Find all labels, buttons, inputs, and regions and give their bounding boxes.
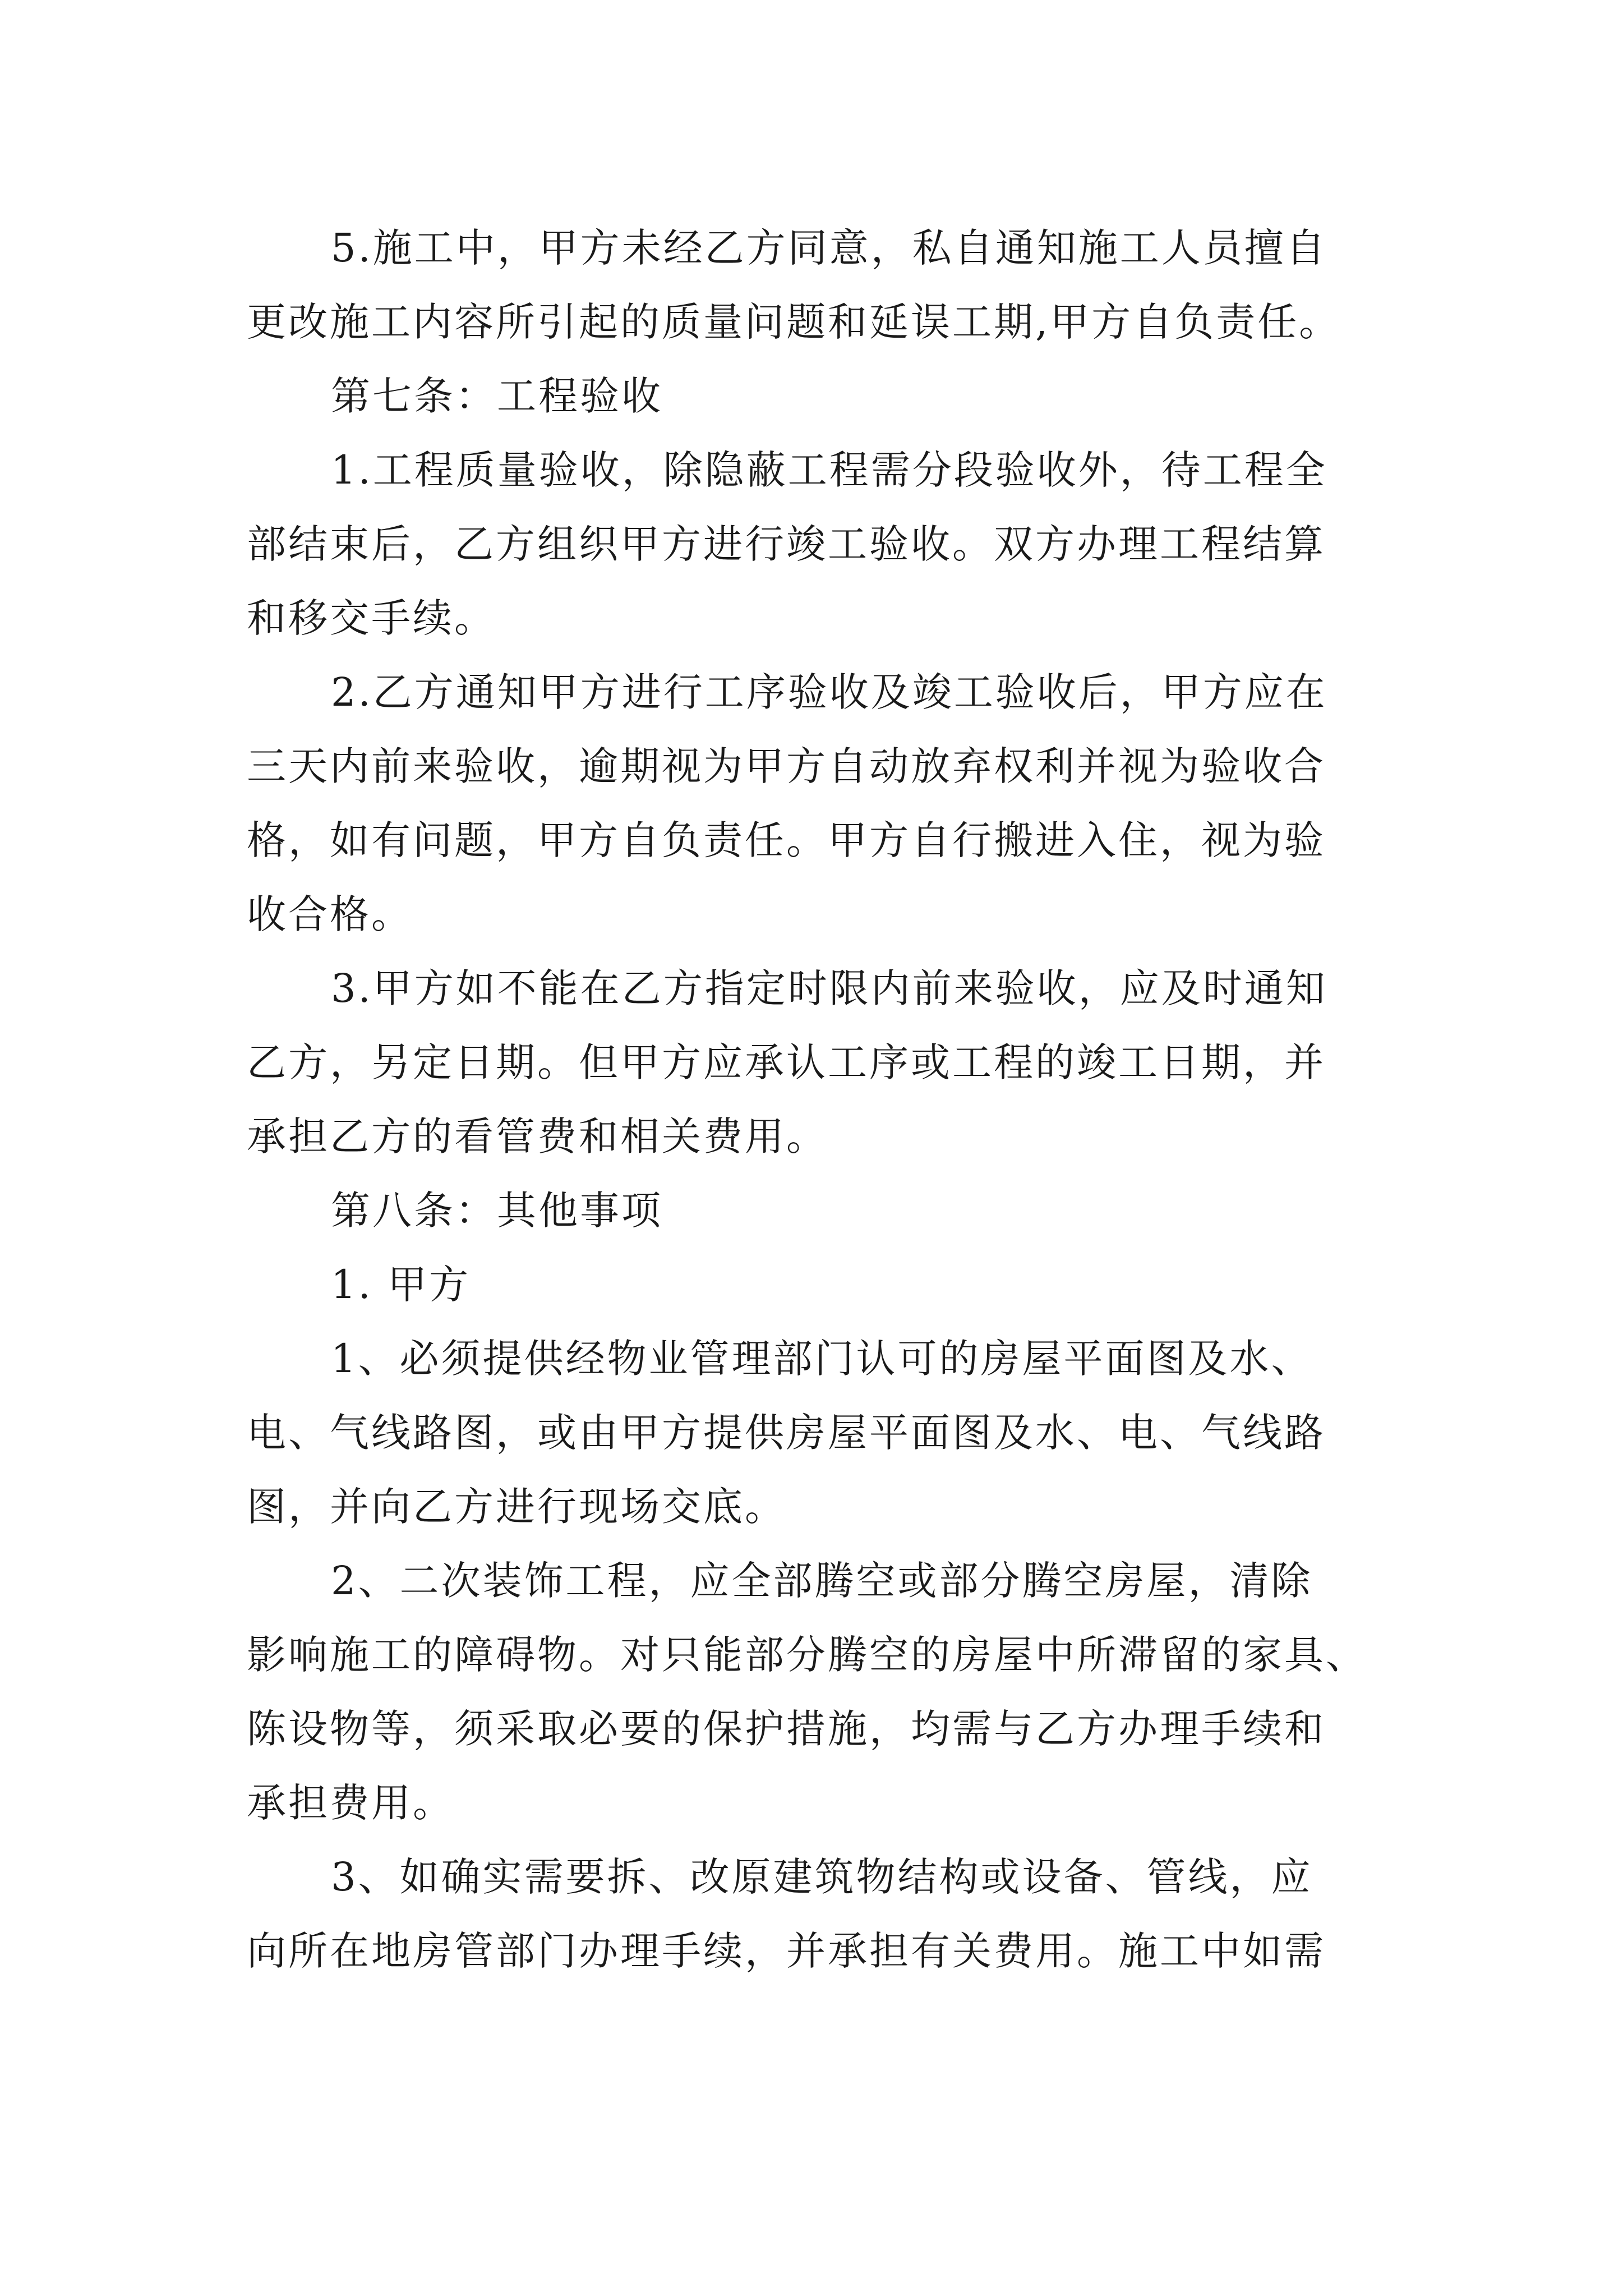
paragraph-line: 向所在地房管部门办理手续，并承担有关费用。施工中如需: [247, 1928, 1326, 1974]
section-heading: 第七条：工程验收: [331, 373, 663, 419]
paragraph-line: 2、二次装饰工程，应全部腾空或部分腾空房屋，清除: [331, 1558, 1313, 1604]
paragraph-line: 3、如确实需要拆、改原建筑物结构或设备、管线，应: [331, 1854, 1313, 1900]
paragraph-line: 2.乙方通知甲方进行工序验收及竣工验收后，甲方应在: [331, 669, 1327, 715]
section-heading: 第八条：其他事项: [331, 1188, 663, 1234]
paragraph-line: 收合格。: [247, 891, 413, 937]
paragraph-line: 承担费用。: [247, 1780, 454, 1826]
paragraph-line: 承担乙方的看管费和相关费用。: [247, 1114, 828, 1159]
paragraph-line: 图，并向乙方进行现场交底。: [247, 1484, 786, 1530]
paragraph-line: 1、必须提供经物业管理部门认可的房屋平面图及水、: [331, 1336, 1313, 1382]
paragraph-line: 3.甲方如不能在乙方指定时限内前来验收，应及时通知: [331, 965, 1327, 1011]
paragraph-line: 格，如有问题，甲方自负责任。甲方自行搬进入住，视为验: [247, 817, 1326, 863]
paragraph-line: 更改施工内容所引起的质量问题和延误工期,甲方自负责任。: [247, 299, 1341, 345]
paragraph-line: 1.工程质量验收，除隐蔽工程需分段验收外，待工程全: [331, 447, 1327, 493]
paragraph-line: 影响施工的障碍物。对只能部分腾空的房屋中所滞留的家具、: [247, 1632, 1367, 1678]
subsection-heading: 1. 甲方: [331, 1262, 471, 1308]
paragraph-line: 和移交手续。: [247, 595, 496, 641]
paragraph-line: 陈设物等，须采取必要的保护措施，均需与乙方办理手续和: [247, 1706, 1326, 1752]
paragraph-line: 电、气线路图，或由甲方提供房屋平面图及水、电、气线路: [247, 1410, 1326, 1456]
document-body: [247, 211, 1391, 1988]
paragraph-line: 三天内前来验收，逾期视为甲方自动放弃权利并视为验收合: [247, 743, 1326, 789]
paragraph-line: 部结束后，乙方组织甲方进行竣工验收。双方办理工程结算: [247, 521, 1326, 567]
paragraph-line: 5.施工中，甲方未经乙方同意，私自通知施工人员擅自: [331, 225, 1327, 271]
paragraph-line: 乙方，另定日期。但甲方应承认工序或工程的竣工日期，并: [247, 1039, 1326, 1085]
